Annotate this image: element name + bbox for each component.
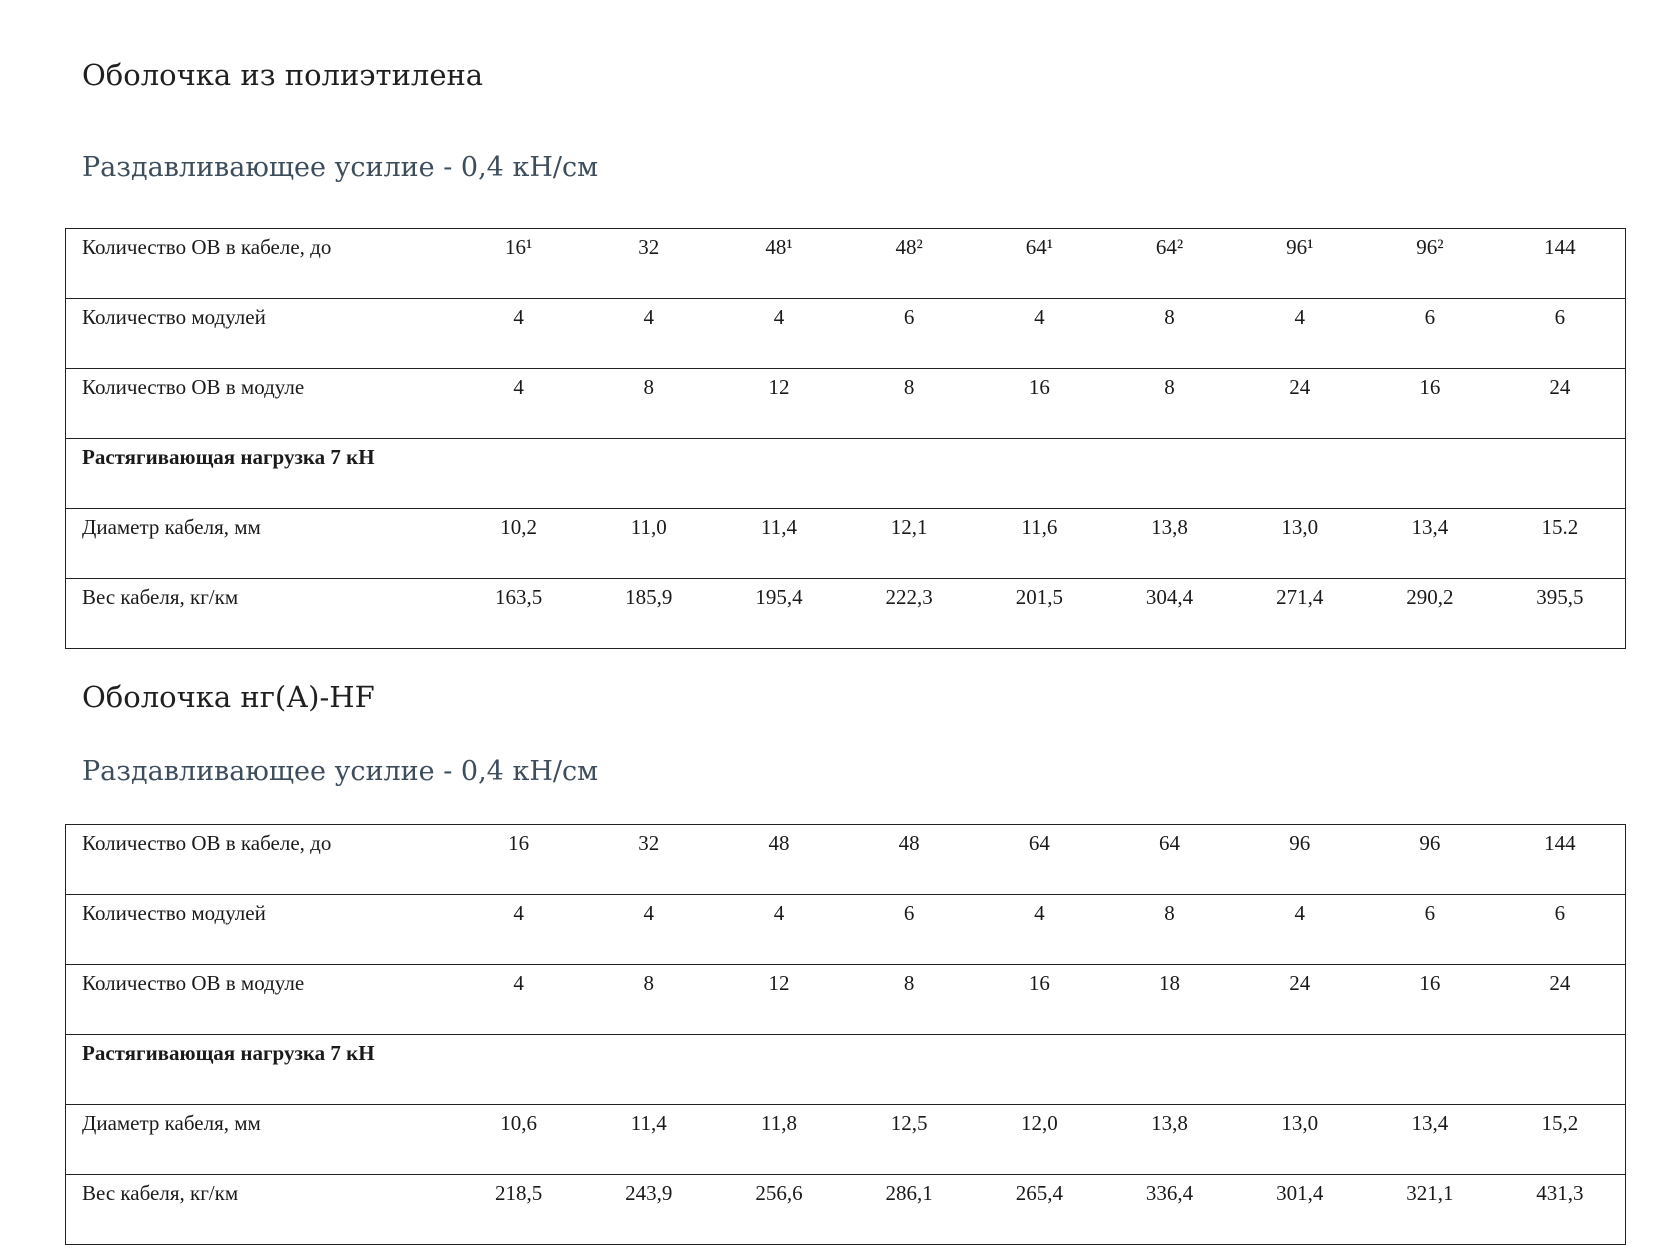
table-cell: 12,0 (974, 1105, 1104, 1175)
table-cell: 4 (974, 895, 1104, 965)
table-cell: 256,6 (714, 1175, 844, 1245)
row-label: Вес кабеля, кг/км (66, 1175, 454, 1245)
table-cell: 32 (584, 229, 714, 299)
table-cell: 290,2 (1365, 579, 1495, 649)
table-cell: 48 (714, 825, 844, 895)
table-cell: 8 (1104, 369, 1234, 439)
table-cell: 301,4 (1235, 1175, 1365, 1245)
table-cell: 12 (714, 965, 844, 1035)
table-cell: 16¹ (454, 229, 584, 299)
table-cell: 96² (1365, 229, 1495, 299)
table-cell: 96 (1365, 825, 1495, 895)
table-cell: 24 (1495, 965, 1625, 1035)
table-cell: 16 (974, 965, 1104, 1035)
table-cell: 4 (974, 299, 1104, 369)
table-cell: 4 (454, 965, 584, 1035)
table-cell: 10,6 (454, 1105, 584, 1175)
table-cell: 12 (714, 369, 844, 439)
table-row-fiber-count (66, 825, 1626, 895)
table-cell: 8 (584, 965, 714, 1035)
table-cell: 6 (1365, 299, 1495, 369)
table-row-fibers-per-module (66, 965, 1626, 1035)
table-cell: 431,3 (1495, 1175, 1625, 1245)
table-cell: 16 (974, 369, 1104, 439)
row-label: Количество ОВ в модуле (66, 369, 454, 439)
table-cell: 64² (1104, 229, 1234, 299)
table-cell: 4 (1235, 895, 1365, 965)
table-row-diameter (66, 1105, 1626, 1175)
row-label: Количество модулей (66, 895, 454, 965)
table-row-fiber-count (66, 229, 1626, 299)
table-cell: 144 (1495, 825, 1625, 895)
table-cell: 10,2 (454, 509, 584, 579)
table-cell: 15,2 (1495, 1105, 1625, 1175)
table-cell: 96 (1235, 825, 1365, 895)
tensile-load-header: Растягивающая нагрузка 7 кН (66, 439, 1626, 509)
table-cell: 16 (1365, 369, 1495, 439)
row-label: Количество ОВ в кабеле, до (66, 825, 454, 895)
table-cell: 218,5 (454, 1175, 584, 1245)
table-row-fibers-per-module (66, 369, 1626, 439)
table-cell: 11,6 (974, 509, 1104, 579)
table-cell: 4 (584, 299, 714, 369)
table-cell: 8 (844, 965, 974, 1035)
section-subtitle-crush-force: Раздавливающее усилие - 0,4 кН/см (82, 152, 599, 183)
table-cell: 24 (1235, 965, 1365, 1035)
table-cell: 8 (584, 369, 714, 439)
table-cell: 195,4 (714, 579, 844, 649)
table-cell: 4 (454, 299, 584, 369)
table-cell: 13,4 (1365, 509, 1495, 579)
table-cell: 12,1 (844, 509, 974, 579)
table-cell: 6 (844, 299, 974, 369)
row-label: Количество ОВ в кабеле, до (66, 229, 454, 299)
spec-table-polyethylene (65, 228, 1626, 649)
table-cell: 8 (1104, 299, 1234, 369)
table-cell: 4 (584, 895, 714, 965)
table-cell: 8 (844, 369, 974, 439)
table-cell: 64 (1104, 825, 1234, 895)
table-cell: 13,4 (1365, 1105, 1495, 1175)
table-cell: 11,8 (714, 1105, 844, 1175)
table-row-module-count (66, 895, 1626, 965)
table-cell: 11,0 (584, 509, 714, 579)
table-cell: 201,5 (974, 579, 1104, 649)
table-cell: 11,4 (584, 1105, 714, 1175)
table-cell: 4 (1235, 299, 1365, 369)
table-cell: 6 (1495, 895, 1625, 965)
row-label: Количество ОВ в модуле (66, 965, 454, 1035)
table-cell: 48² (844, 229, 974, 299)
table-cell: 48 (844, 825, 974, 895)
table-row-module-count (66, 299, 1626, 369)
table-cell: 32 (584, 825, 714, 895)
table-cell: 13,0 (1235, 509, 1365, 579)
table-cell: 16 (1365, 965, 1495, 1035)
table-cell: 185,9 (584, 579, 714, 649)
table-cell: 304,4 (1104, 579, 1234, 649)
table-cell: 15.2 (1495, 509, 1625, 579)
table-cell: 395,5 (1495, 579, 1625, 649)
table-cell: 48¹ (714, 229, 844, 299)
table-row-weight (66, 1175, 1626, 1245)
table-cell: 64¹ (974, 229, 1104, 299)
tensile-load-header: Растягивающая нагрузка 7 кН (66, 1035, 1626, 1105)
table-cell: 13,8 (1104, 1105, 1234, 1175)
row-label: Диаметр кабеля, мм (66, 509, 454, 579)
table-cell: 18 (1104, 965, 1234, 1035)
table-cell: 11,4 (714, 509, 844, 579)
row-label: Количество модулей (66, 299, 454, 369)
table-cell: 24 (1235, 369, 1365, 439)
table-cell: 4 (714, 895, 844, 965)
table-row-tensile-load (66, 439, 1626, 509)
table-cell: 271,4 (1235, 579, 1365, 649)
table-cell: 4 (714, 299, 844, 369)
table-row-weight (66, 579, 1626, 649)
table-cell: 336,4 (1104, 1175, 1234, 1245)
table-cell: 265,4 (974, 1175, 1104, 1245)
table-cell: 96¹ (1235, 229, 1365, 299)
table-cell: 163,5 (454, 579, 584, 649)
row-label: Диаметр кабеля, мм (66, 1105, 454, 1175)
table-cell: 4 (454, 895, 584, 965)
section-title-halogen-free: Оболочка нг(А)-HF (82, 680, 375, 714)
table-cell: 6 (1495, 299, 1625, 369)
table-cell: 6 (1365, 895, 1495, 965)
section-title-polyethylene: Оболочка из полиэтилена (82, 58, 484, 92)
table-cell: 24 (1495, 369, 1625, 439)
table-row-tensile-load (66, 1035, 1626, 1105)
table-row-diameter (66, 509, 1626, 579)
table-cell: 8 (1104, 895, 1234, 965)
spec-table-halogen-free (65, 824, 1626, 1245)
table-cell: 16 (454, 825, 584, 895)
table-cell: 4 (454, 369, 584, 439)
table-cell: 12,5 (844, 1105, 974, 1175)
table-cell: 13,8 (1104, 509, 1234, 579)
row-label: Вес кабеля, кг/км (66, 579, 454, 649)
table-cell: 13,0 (1235, 1105, 1365, 1175)
section-subtitle-crush-force: Раздавливающее усилие - 0,4 кН/см (82, 756, 599, 787)
table-cell: 243,9 (584, 1175, 714, 1245)
table-cell: 144 (1495, 229, 1625, 299)
table-cell: 6 (844, 895, 974, 965)
table-cell: 321,1 (1365, 1175, 1495, 1245)
table-cell: 286,1 (844, 1175, 974, 1245)
table-cell: 64 (974, 825, 1104, 895)
table-cell: 222,3 (844, 579, 974, 649)
